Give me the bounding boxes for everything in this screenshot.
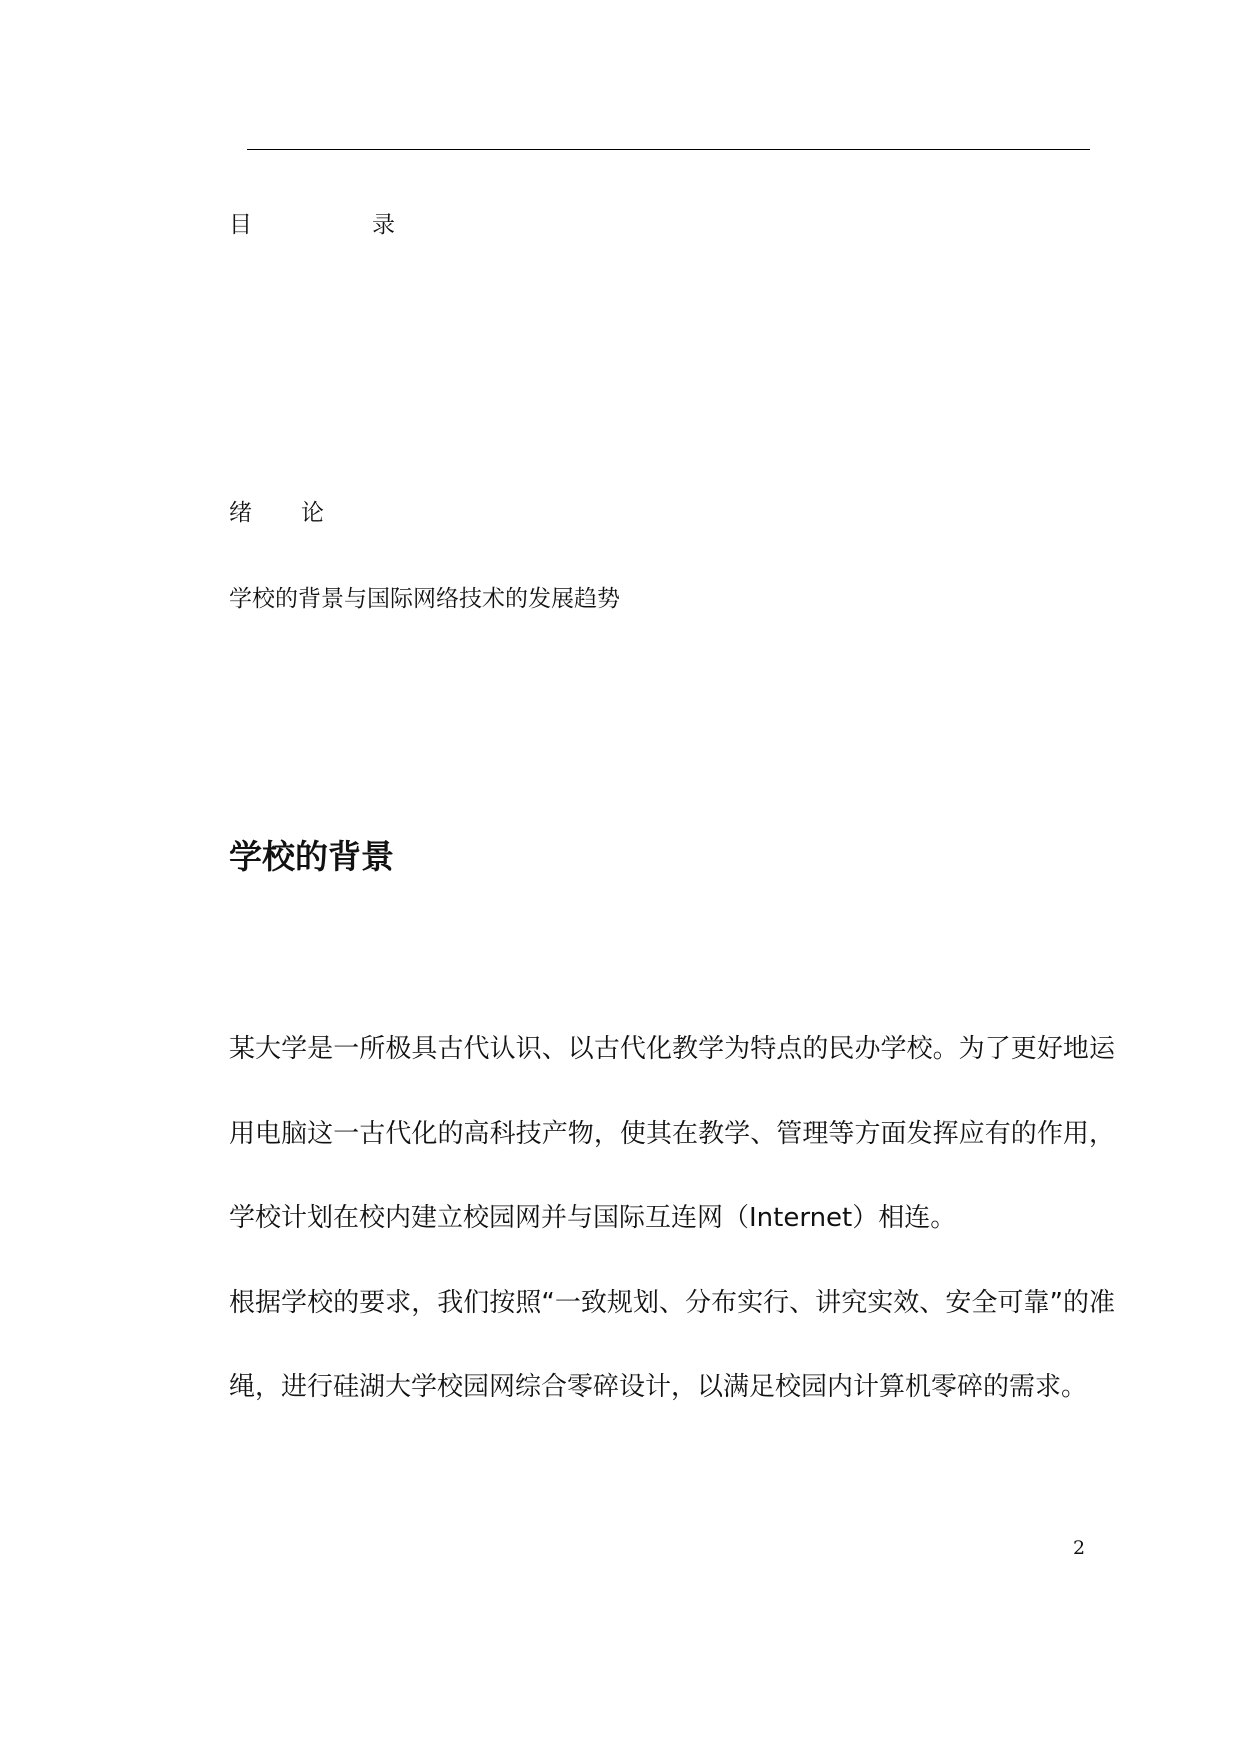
toc-title-char-2: 录: [372, 212, 395, 238]
toc-intro-char-2: 论: [301, 500, 324, 526]
section-heading: 学校的背景: [229, 837, 394, 876]
header-rule: [247, 149, 1090, 150]
toc-entry-school-background[interactable]: 学校的背景与国际网络技术的发展趋势: [229, 586, 620, 612]
toc-title-char-1: 目: [229, 212, 252, 238]
paragraph-1: 某大学是一所极具古代认识、以古代化教学为特点的民办学校。为了更好地运用电脑这一古代化的高科技产物，使其在教学、管理等方面发挥应有的作用，学校计划在校内建立校园网并与国际互连网（Internet）相连。: [229, 1034, 1115, 1233]
toc-title: [229, 210, 395, 300]
paragraph-2: 根据学校的要求，我们按照“一致规划、分布实行、讲究实效、安全可靠”的准绳，进行硅湖大学校园网综合零碎设计，以满足校园内计算机零碎的需求。: [229, 1287, 1115, 1402]
page-number: 2: [1073, 1537, 1086, 1559]
toc-intro-char-1: 绪: [229, 500, 252, 526]
section-body: [229, 1007, 1115, 1430]
